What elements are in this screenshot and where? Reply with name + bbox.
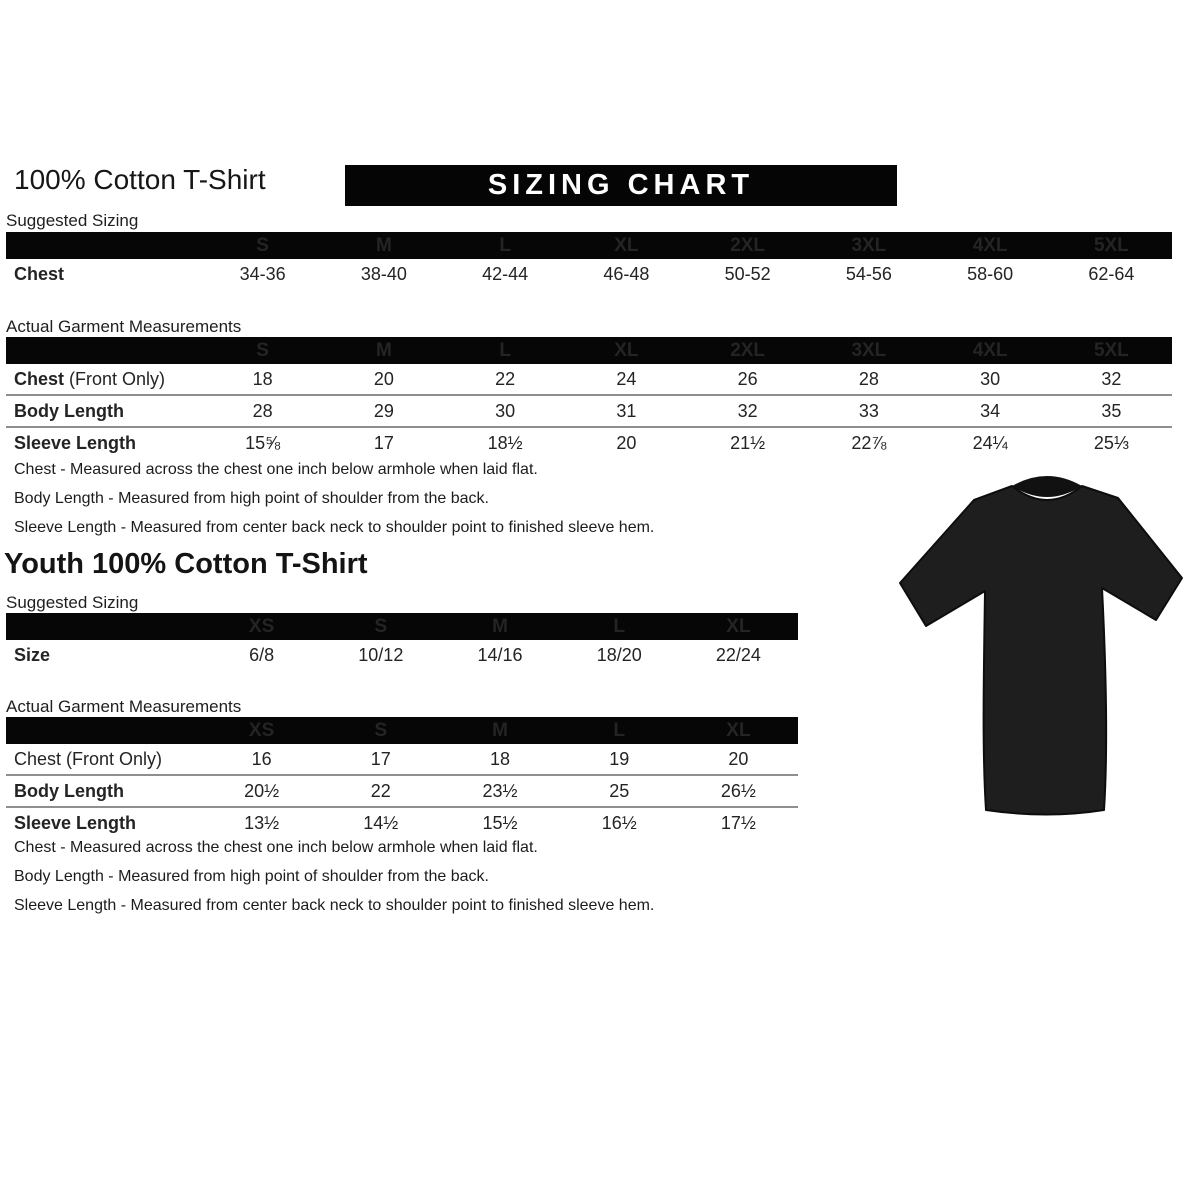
table-header-cell: M [492, 719, 508, 741]
youth-note-sleeve-length: Sleeve Length - Measured from center back neck to shoulder point to finished sleeve hem. [14, 897, 655, 914]
table-value-cell: 33 [858, 400, 879, 421]
table-value-cell: 14½ [363, 812, 399, 833]
youth-suggested-sizing-table [6, 613, 798, 670]
table-value-cell: 6/8 [249, 644, 275, 665]
table-header-cell: S [374, 719, 388, 741]
adult-note-sleeve-length: Sleeve Length - Measured from center back neck to shoulder point to finished sleeve hem. [14, 519, 655, 536]
youth-measurements-label: Actual Garment Measurements [6, 697, 242, 716]
adult-note-chest: Chest - Measured across the chest one inch below armhole when laid flat. [14, 461, 538, 478]
table-value-cell: 20 [728, 748, 749, 769]
table-header-cell: XL [726, 719, 751, 741]
table-value-cell: 35 [1101, 400, 1122, 421]
table-row [6, 744, 798, 774]
table-value-cell: 26½ [720, 780, 756, 801]
row-label-text: Chest [14, 368, 65, 389]
sizing-chart-banner-text: SIZING CHART [487, 169, 755, 201]
table-value-cell: 26 [737, 368, 758, 389]
table-header-cell: M [375, 234, 392, 256]
table-header-cell: M [492, 615, 508, 637]
table-header-cell: S [256, 339, 269, 361]
row-label-text: Sleeve Length [14, 812, 137, 833]
table-value-cell: 32 [1101, 368, 1122, 389]
table-value-cell: 19 [609, 748, 630, 769]
table-header-cell: XS [248, 615, 275, 637]
table-value-cell: 17½ [720, 812, 756, 833]
table-header-cell: XL [614, 339, 639, 361]
table-header-cell: 4XL [972, 234, 1008, 256]
table-header-cell: XL [726, 615, 751, 637]
table-header-cell: M [375, 339, 392, 361]
table-header-cell: XL [614, 234, 639, 256]
row-label-text: Size [14, 644, 51, 665]
table-row [6, 364, 1172, 394]
table-value-cell: 16½ [601, 812, 637, 833]
row-label-text: Chest (Front Only) [14, 748, 163, 769]
adult-suggested-sizing-table [6, 232, 1172, 289]
table-value-cell: 30 [980, 368, 1001, 389]
adult-measurements-table [6, 337, 1172, 458]
youth-measurement-notes [14, 838, 654, 925]
table-row [6, 774, 798, 806]
table-value-cell: 13½ [244, 812, 280, 833]
row-label-suffix-text: (Front Only) [64, 368, 166, 389]
table-value-cell: 18 [252, 368, 273, 389]
table-value-cell: 25 [609, 780, 630, 801]
table-header-cell: 2XL [730, 234, 766, 256]
row-label-cell [6, 813, 202, 834]
table-row [6, 806, 798, 838]
row-label-cell [6, 749, 202, 770]
table-value-cell: 20 [373, 368, 394, 389]
row-label-text: Body Length [14, 780, 124, 801]
youth-title: Youth 100% Cotton T-Shirt [4, 548, 368, 580]
table-header-cell: 3XL [851, 234, 887, 256]
table-header-cell: 5XL [1093, 339, 1129, 361]
table-value-cell: 38-40 [360, 263, 407, 284]
table-row [6, 426, 1172, 458]
table-value-cell: 28 [858, 368, 879, 389]
table-header-cell: L [613, 719, 626, 741]
table-value-cell: 17 [370, 748, 391, 769]
adult-measurement-notes [14, 460, 654, 547]
table-value-cell: 62-64 [1088, 263, 1135, 284]
table-value-cell: 42-44 [482, 263, 529, 284]
table-header-cell: L [499, 339, 511, 361]
table-header-cell: S [374, 615, 388, 637]
table-value-cell: 46-48 [603, 263, 650, 284]
black-tshirt-image [890, 458, 1195, 838]
page-title: 100% Cotton T-Shirt [14, 164, 266, 195]
table-header-cell: S [256, 234, 269, 256]
table-header-row [6, 613, 798, 640]
table-value-cell: 15½ [482, 812, 518, 833]
row-label-cell [6, 433, 202, 454]
table-value-cell: 21½ [730, 432, 766, 453]
table-value-cell: 17 [373, 432, 394, 453]
table-value-cell: 24 [616, 368, 637, 389]
table-value-cell: 22/24 [715, 644, 761, 665]
youth-note-body-length: Body Length - Measured from high point of shoulder from the back. [14, 868, 489, 885]
row-label-text: Chest [14, 263, 65, 284]
tshirt-body-shape [900, 486, 1182, 815]
youth-suggested-sizing-label: Suggested Sizing [6, 593, 139, 612]
table-value-cell: 22 [370, 780, 391, 801]
table-header-cell: 3XL [851, 339, 887, 361]
table-header-cell: 2XL [730, 339, 766, 361]
table-value-cell: 22 [495, 368, 516, 389]
row-label-cell [6, 781, 202, 802]
table-header-cell: 4XL [972, 339, 1008, 361]
table-value-cell: 28 [252, 400, 273, 421]
youth-note-chest: Chest - Measured across the chest one inch below armhole when laid flat. [14, 839, 538, 856]
table-value-cell: 18/20 [596, 644, 642, 665]
row-label-cell [6, 264, 202, 285]
table-value-cell: 29 [373, 400, 394, 421]
table-header-row [6, 717, 798, 744]
adult-note-body-length: Body Length - Measured from high point of shoulder from the back. [14, 490, 489, 507]
table-header-cell: L [499, 234, 511, 256]
table-value-cell: 14/16 [477, 644, 523, 665]
table-value-cell: 30 [495, 400, 516, 421]
table-value-cell: 25⅓ [1093, 432, 1129, 453]
table-header-row [6, 232, 1172, 259]
table-value-cell: 23½ [482, 780, 518, 801]
table-value-cell: 34-36 [239, 263, 286, 284]
table-row [6, 394, 1172, 426]
table-value-cell: 18½ [487, 432, 523, 453]
adult-suggested-sizing-label: Suggested Sizing [6, 211, 139, 230]
table-header-cell: L [613, 615, 626, 637]
table-value-cell: 50-52 [724, 263, 771, 284]
table-row [6, 259, 1172, 289]
table-value-cell: 54-56 [845, 263, 892, 284]
table-value-cell: 31 [616, 400, 637, 421]
sizing-chart-banner [345, 165, 897, 206]
table-value-cell: 15⅝ [245, 432, 281, 453]
table-header-row [6, 337, 1172, 364]
table-value-cell: 34 [980, 400, 1001, 421]
table-value-cell: 18 [489, 748, 511, 769]
table-value-cell: 58-60 [967, 263, 1014, 284]
table-header-cell: 5XL [1093, 234, 1129, 256]
adult-measurements-label: Actual Garment Measurements [6, 317, 242, 336]
table-value-cell: 22⅞ [851, 432, 887, 453]
row-label-cell [6, 369, 202, 390]
table-row [6, 640, 798, 670]
table-value-cell: 10/12 [358, 644, 404, 665]
row-label-text: Body Length [14, 400, 124, 421]
table-value-cell: 20 [616, 432, 637, 453]
youth-measurements-table [6, 717, 798, 838]
table-value-cell: 16 [251, 748, 272, 769]
table-header-cell: XS [248, 719, 275, 741]
row-label-cell [6, 401, 202, 422]
table-value-cell: 32 [737, 400, 758, 421]
row-label-text: Sleeve Length [14, 432, 137, 453]
table-value-cell: 20½ [244, 780, 280, 801]
table-value-cell: 24¼ [972, 432, 1008, 453]
row-label-cell [6, 645, 202, 666]
